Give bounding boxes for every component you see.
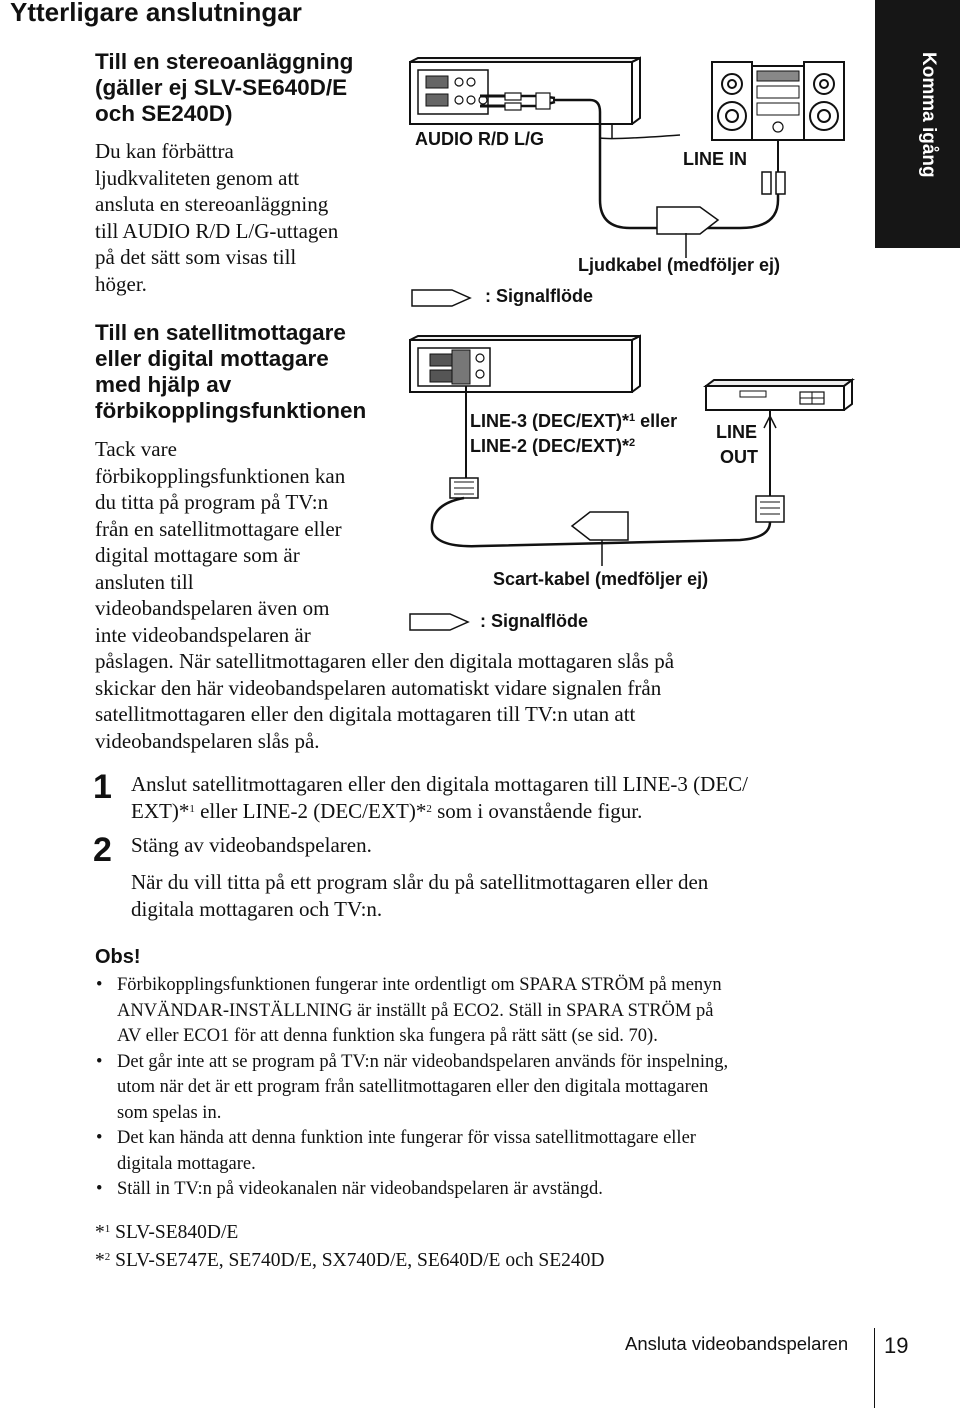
- body-line: Du kan förbättra: [95, 139, 234, 163]
- line-out-label: OUT: [720, 447, 758, 467]
- body-line: skickar den här videobandspelaren automatiskt vidare signalen från: [95, 675, 662, 700]
- side-tab-label: Komma igång: [918, 52, 939, 178]
- notes-title: Obs!: [95, 946, 141, 968]
- section2-heading: [95, 320, 366, 424]
- body-line: ljudkvaliteten genom att: [95, 165, 300, 190]
- body-line: på det sätt som visas till: [95, 245, 297, 269]
- notes-list: [92, 973, 872, 1203]
- heading-line: eller digital mottagare: [95, 346, 329, 371]
- body-line: videobandspelaren slås på.: [95, 728, 320, 753]
- section2-body: [95, 436, 674, 754]
- body-line: videobandspelaren även om: [95, 596, 330, 620]
- step-text: Stäng av videobandspelaren.: [131, 833, 372, 857]
- audio-jack-label: AUDIO R/D L/G: [415, 129, 544, 149]
- page-number: 19: [884, 1333, 909, 1358]
- footer-section-title: Ansluta videobandspelaren: [625, 1333, 849, 1354]
- step-number: 1: [93, 768, 112, 806]
- heading-line: Till en stereoanläggning: [95, 49, 354, 74]
- line2-label: LINE-2 (DEC/EXT)*$^2$: [470, 436, 636, 456]
- footnote: *$^2$ SLV-SE747E, SE740D/E, SX740D/E, SE640D/E och SE240D: [95, 1250, 605, 1271]
- body-line: du titta på program på TV:n: [95, 490, 329, 514]
- vcr-illustration-top: [410, 58, 640, 124]
- body-line: påslagen. När satellitmottagaren eller den digitala mottagaren slås på: [95, 649, 675, 673]
- step-number: 2: [93, 831, 112, 869]
- body-line: satellitmottagaren eller den digitala mottagaren till TV:n utan att: [95, 702, 636, 726]
- stereo-system-illustration: [712, 62, 844, 194]
- audio-cable-label: Ljudkabel (medföljer ej): [578, 255, 781, 275]
- list-item: • Det kan hända att denna funktion inte fungerar för vissa satellitmottagare eller digitala mottagare.: [92, 1126, 872, 1177]
- body-line: till AUDIO R/D L/G-uttagen: [95, 218, 339, 243]
- signal-flow-legend: : Signalflöde: [485, 286, 593, 306]
- line-in-label: LINE IN: [683, 149, 748, 169]
- footnote: *$^1$ SLV-SE840D/E: [95, 1222, 239, 1243]
- step-text: Anslut satellitmottagaren eller den digitala mottagaren till LINE-3 (DEC/ EXT)*$^1$ eller LINE-2 (DEC/EXT)*$^2$ som i ovanstående figur.: [131, 772, 748, 823]
- body-line: Tack vare: [95, 437, 177, 461]
- signal-arrow: [657, 207, 718, 234]
- step-note: När du vill titta på ett program slår du på satellitmottagaren eller den digitala mottagaren och TV:n.: [131, 870, 709, 921]
- legend-arrow: [412, 290, 470, 306]
- list-item: • Förbikopplingsfunktionen fungerar inte ordentligt om SPARA STRÖM på menyn ANVÄNDAR-INSTÄLLNING är inställt på ECO2. Ställ in SPARA STRÖM på AV eller ECO1 för att denna funktion ska fungera på rätt sätt (se sid. 70).: [92, 973, 872, 1050]
- vcr-illustration-bottom: [410, 336, 640, 392]
- line-out-label: LINE: [716, 422, 758, 442]
- page-title: Ytterligare anslutningar: [10, 0, 302, 27]
- body-line: ansluten till: [95, 569, 194, 594]
- body-line: förbikopplingsfunktionen kan: [95, 463, 346, 488]
- heading-line: och SE240D): [95, 101, 233, 126]
- scart-cable-label: Scart-kabel (medföljer ej): [493, 569, 709, 589]
- body-line: ansluta en stereoanläggning: [95, 192, 329, 216]
- body-line: inte videobandspelaren är: [95, 622, 311, 647]
- heading-line: (gäller ej SLV-SE640D/E: [95, 75, 348, 100]
- signal-flow-legend: : Signalflöde: [480, 611, 588, 631]
- heading-line: med hjälp av: [95, 372, 232, 397]
- body-line: höger.: [95, 271, 147, 296]
- line3-label: LINE-3 (DEC/EXT)*$^1$ eller: [470, 411, 678, 431]
- list-item: • Det går inte att se program på TV:n när videobandspelaren används för inspelning, utom när det är ett program från satellitmottagaren eller den digitala mottagaren som spelas in.: [92, 1050, 872, 1127]
- satellite-receiver-illustration: [706, 380, 852, 410]
- body-line: digital mottagare som är: [95, 543, 300, 567]
- footer-divider: [874, 1328, 875, 1408]
- list-item: • Ställ in TV:n på videokanalen när videobandspelaren är avstängd.: [92, 1177, 872, 1203]
- body-line: från en satellitmottagare eller: [95, 516, 342, 541]
- heading-line: förbikopplingsfunktionen: [95, 398, 367, 423]
- heading-line: Till en satellitmottagare: [95, 320, 346, 345]
